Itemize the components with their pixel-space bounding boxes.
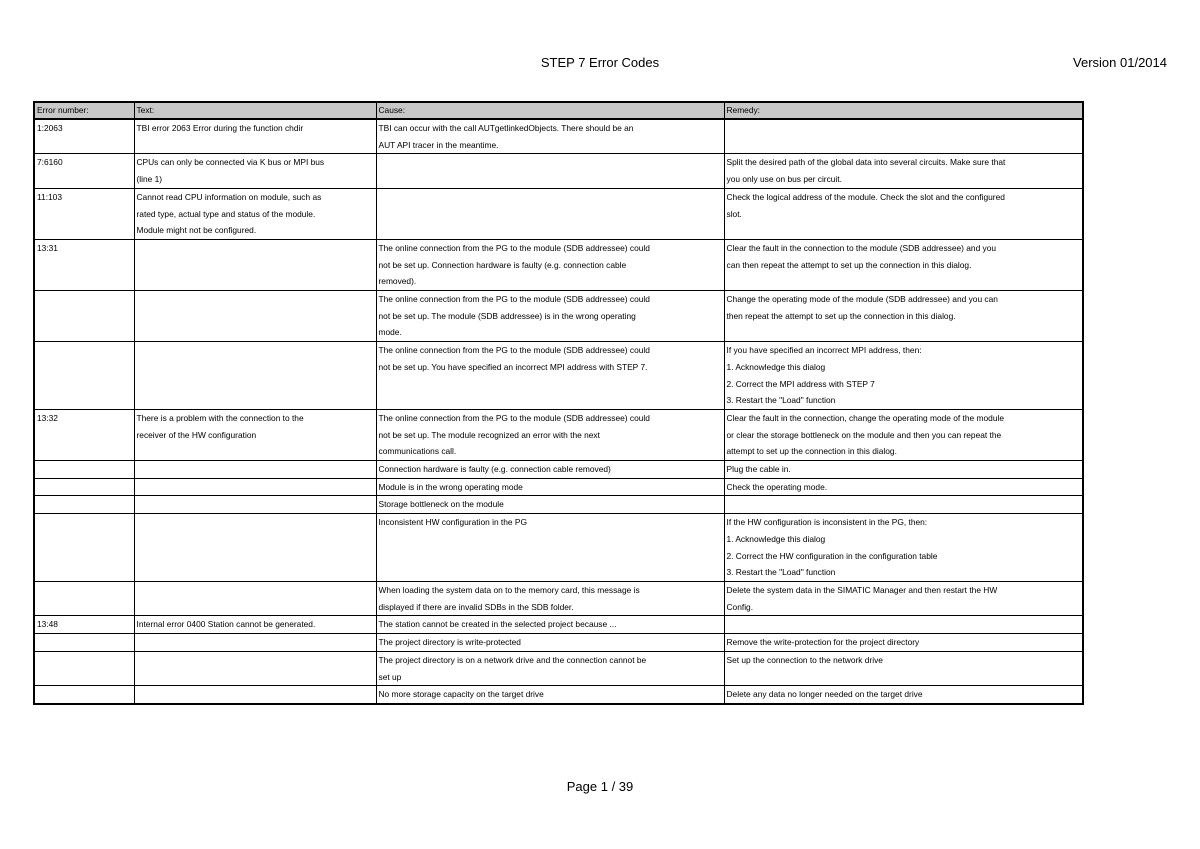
table-body xyxy=(34,119,1083,704)
text-cell: There is a problem with the connection to the receiver of the HW configuration xyxy=(134,409,376,460)
remedy-cell: Change the operating mode of the module (SDB addressee) and you can then repeat the attempt to set up the connection in this dialog. xyxy=(724,291,1083,342)
table-row xyxy=(34,342,1083,410)
remedy-cell xyxy=(724,119,1083,154)
error-codes-table xyxy=(33,101,1084,705)
cause-cell: The station cannot be created in the selected project because ... xyxy=(376,616,724,634)
remedy-cell: Check the operating mode. xyxy=(724,478,1083,496)
text-cell xyxy=(134,581,376,615)
text-cell xyxy=(134,686,376,704)
cause-cell: Inconsistent HW configuration in the PG xyxy=(376,514,724,582)
text-cell xyxy=(134,239,376,290)
error-number-cell: 11:103 xyxy=(34,188,134,239)
error-number-cell xyxy=(34,581,134,615)
remedy-cell: Clear the fault in the connection, change the operating mode of the module or clear the storage bottleneck on the module and then you can repeat the attempt to set up the connection in this dialog. xyxy=(724,409,1083,460)
cause-cell: The online connection from the PG to the module (SDB addressee) could not be set up. The module (SDB addressee) is in the wrong operating mode. xyxy=(376,291,724,342)
cause-cell: Connection hardware is faulty (e.g. connection cable removed) xyxy=(376,461,724,479)
table-row xyxy=(34,514,1083,582)
error-number-cell xyxy=(34,461,134,479)
error-number-cell xyxy=(34,291,134,342)
column-header-cause: Cause: xyxy=(376,102,724,119)
cause-cell: TBI can occur with the call AUTgetlinkedObjects. There should be an AUT API tracer in the meantime. xyxy=(376,119,724,154)
error-number-cell xyxy=(34,651,134,685)
text-cell: Cannot read CPU information on module, such as rated type, actual type and status of the module. Module might not be configured. xyxy=(134,188,376,239)
table-row xyxy=(34,616,1083,634)
error-number-cell xyxy=(34,496,134,514)
error-number-cell: 7:6160 xyxy=(34,154,134,188)
table-row xyxy=(34,496,1083,514)
page-number: Page 1 / 39 xyxy=(566,779,634,794)
error-number-cell xyxy=(34,478,134,496)
table-row xyxy=(34,154,1083,188)
cause-cell: The online connection from the PG to the module (SDB addressee) could not be set up. The module recognized an error with the next communications call. xyxy=(376,409,724,460)
cause-cell: The project directory is on a network drive and the connection cannot be set up xyxy=(376,651,724,685)
text-cell: Internal error 0400 Station cannot be generated. xyxy=(134,616,376,634)
table-row xyxy=(34,188,1083,239)
error-number-cell: 1:2063 xyxy=(34,119,134,154)
text-cell: TBI error 2063 Error during the function chdir xyxy=(134,119,376,154)
table-row xyxy=(34,409,1083,460)
error-number-cell xyxy=(34,342,134,410)
text-cell xyxy=(134,651,376,685)
table-row xyxy=(34,461,1083,479)
error-number-cell xyxy=(34,634,134,652)
cause-cell xyxy=(376,154,724,188)
remedy-cell: Set up the connection to the network drive xyxy=(724,651,1083,685)
remedy-cell: If the HW configuration is inconsistent in the PG, then: 1. Acknowledge this dialog 2. Correct the HW configuration in the configuration table 3. Restart the "Load" function xyxy=(724,514,1083,582)
error-number-cell: 13:48 xyxy=(34,616,134,634)
remedy-cell: Split the desired path of the global data into several circuits. Make sure that you only use on bus per circuit. xyxy=(724,154,1083,188)
table-row xyxy=(34,651,1083,685)
cause-cell xyxy=(376,188,724,239)
cause-cell: Storage bottleneck on the module xyxy=(376,496,724,514)
cause-cell: The project directory is write-protected xyxy=(376,634,724,652)
table-row xyxy=(34,686,1083,704)
text-cell xyxy=(134,342,376,410)
table-row xyxy=(34,478,1083,496)
cause-cell: No more storage capacity on the target drive xyxy=(376,686,724,704)
text-cell xyxy=(134,478,376,496)
cause-cell: Module is in the wrong operating mode xyxy=(376,478,724,496)
column-header-text: Text: xyxy=(134,102,376,119)
error-number-cell: 13:32 xyxy=(34,409,134,460)
error-number-cell xyxy=(34,514,134,582)
remedy-cell: Check the logical address of the module. Check the slot and the configured slot. xyxy=(724,188,1083,239)
table-header-row xyxy=(34,102,1083,119)
table-row xyxy=(34,239,1083,290)
column-header-remedy: Remedy: xyxy=(724,102,1083,119)
table-row xyxy=(34,634,1083,652)
remedy-cell: Remove the write-protection for the project directory xyxy=(724,634,1083,652)
remedy-cell: Delete the system data in the SIMATIC Manager and then restart the HW Config. xyxy=(724,581,1083,615)
remedy-cell xyxy=(724,496,1083,514)
cause-cell: The online connection from the PG to the module (SDB addressee) could not be set up. You have specified an incorrect MPI address with STEP 7. xyxy=(376,342,724,410)
cause-cell: The online connection from the PG to the module (SDB addressee) could not be set up. Connection hardware is faulty (e.g. connection cable removed). xyxy=(376,239,724,290)
remedy-cell xyxy=(724,616,1083,634)
remedy-cell: Delete any data no longer needed on the target drive xyxy=(724,686,1083,704)
remedy-cell: Plug the cable in. xyxy=(724,461,1083,479)
error-number-cell xyxy=(34,686,134,704)
text-cell xyxy=(134,291,376,342)
table-row xyxy=(34,581,1083,615)
cause-cell: When loading the system data on to the memory card, this message is displayed if there are invalid SDBs in the SDB folder. xyxy=(376,581,724,615)
text-cell xyxy=(134,514,376,582)
remedy-cell: If you have specified an incorrect MPI address, then: 1. Acknowledge this dialog 2. Correct the MPI address with STEP 7 3. Restart the "Load" function xyxy=(724,342,1083,410)
text-cell xyxy=(134,634,376,652)
text-cell xyxy=(134,496,376,514)
remedy-cell: Clear the fault in the connection to the module (SDB addressee) and you can then repeat the attempt to set up the connection in this dialog. xyxy=(724,239,1083,290)
text-cell xyxy=(134,461,376,479)
document-version: Version 01/2014 xyxy=(1073,55,1167,70)
table-row xyxy=(34,119,1083,154)
error-number-cell: 13:31 xyxy=(34,239,134,290)
text-cell: CPUs can only be connected via K bus or MPI bus (line 1) xyxy=(134,154,376,188)
document-title: STEP 7 Error Codes xyxy=(540,55,660,70)
table-row xyxy=(34,291,1083,342)
column-header-error-number: Error number: xyxy=(34,102,134,119)
